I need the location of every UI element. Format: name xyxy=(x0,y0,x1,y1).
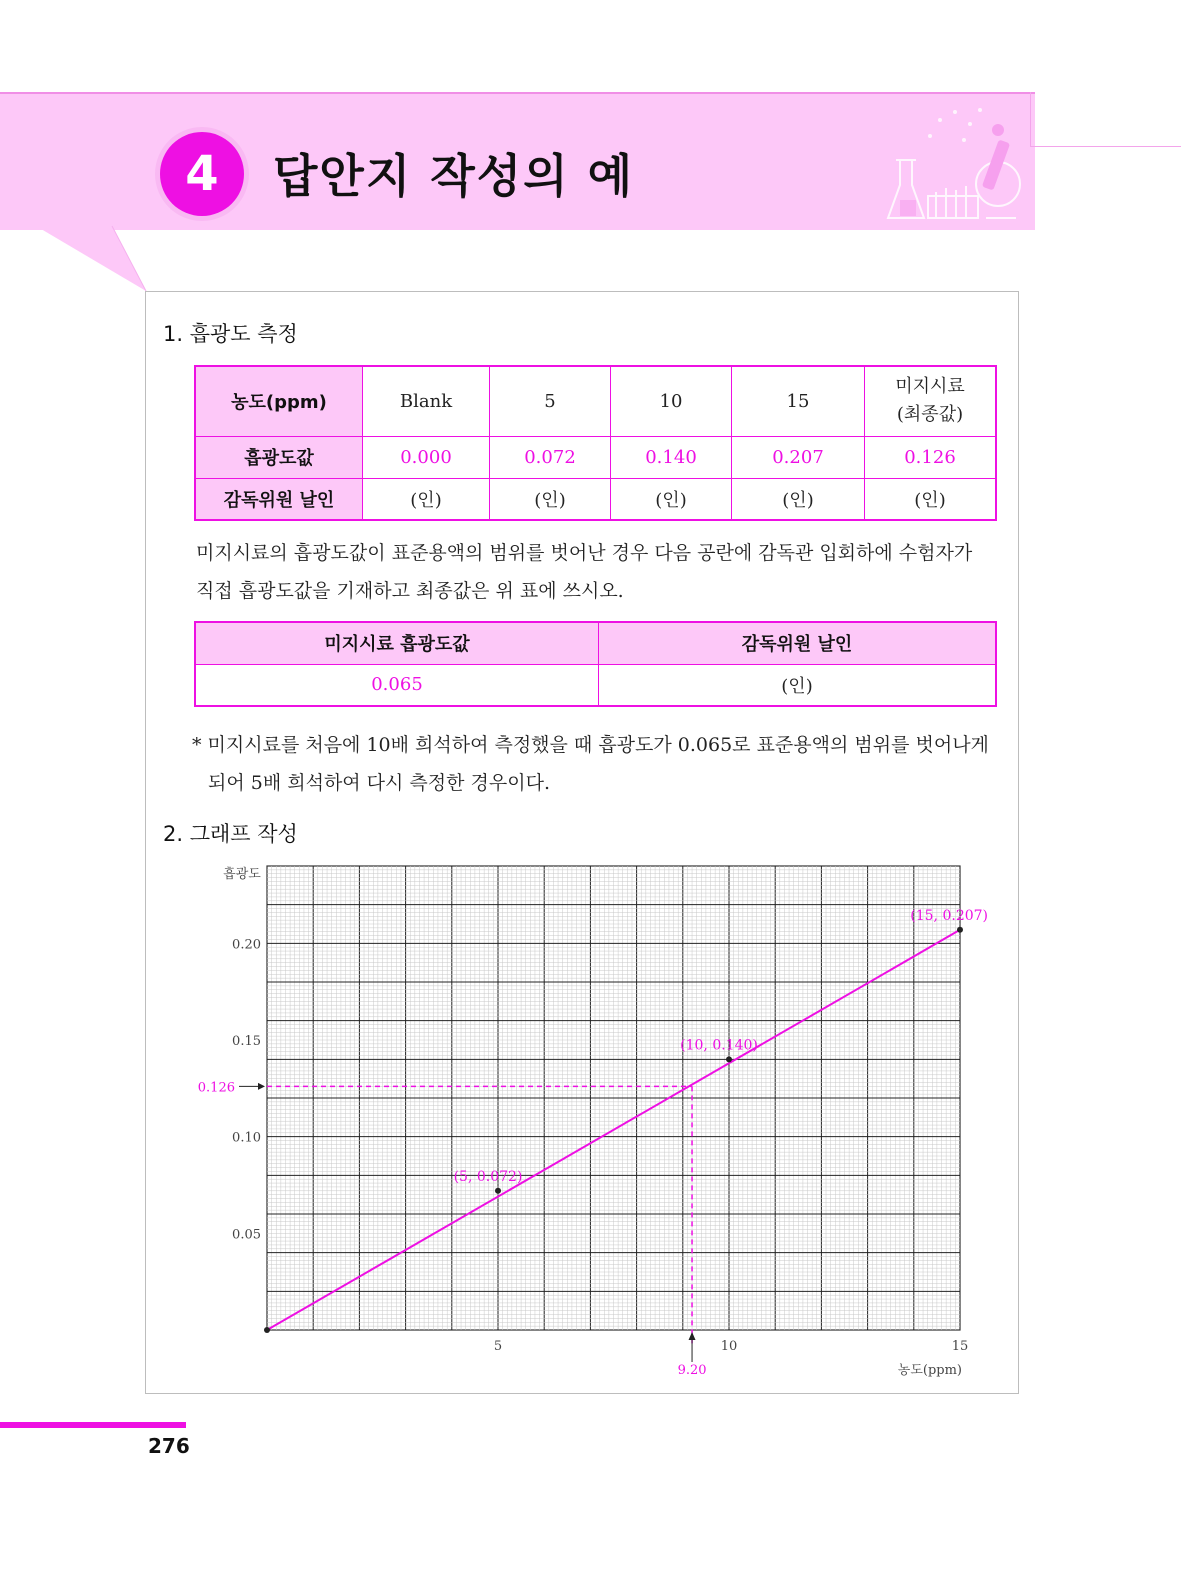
instruction-note xyxy=(196,534,972,610)
data-point-label: (10, 0.140) xyxy=(680,1037,758,1054)
page-number: 276 xyxy=(148,1434,190,1458)
absorbance-15: 0.207 xyxy=(732,436,865,478)
section-number-badge: 4 xyxy=(160,132,244,216)
seal-cell: (인) xyxy=(865,478,997,520)
absorbance-blank: 0.000 xyxy=(363,436,490,478)
footnote xyxy=(192,726,989,802)
banner-rule-vertical xyxy=(1030,92,1031,147)
y-axis-label: 흡광도 xyxy=(223,867,261,882)
data-point xyxy=(957,927,963,933)
row-header-seal: 감독위원 날인 xyxy=(195,478,363,520)
row-header-absorbance: 흡광도값 xyxy=(195,436,363,478)
seal-cell: (인) xyxy=(611,478,732,520)
concentration-5: 5 xyxy=(490,366,611,436)
y-tick-label: 0.05 xyxy=(232,1227,261,1243)
graph-grid xyxy=(267,866,960,1330)
row-header-concentration: 농도(ppm) xyxy=(195,366,363,436)
footnote-line2: 되어 5배 희석하여 다시 측정한 경우이다. xyxy=(208,772,550,794)
x-tick-label: 15 xyxy=(951,1339,969,1354)
sample-label-line2: (최종값) xyxy=(896,404,964,426)
unknown-seal-header: 감독위원 날인 xyxy=(599,622,997,664)
concentration-sample xyxy=(865,366,997,436)
instruction-line1: 미지시료의 흡광도값이 표준용액의 범위를 벗어난 경우 다음 공란에 감독관 입회하에 수험자가 xyxy=(196,542,973,564)
y-reading-arrowhead xyxy=(258,1083,265,1090)
data-point-label: (5, 0.072) xyxy=(453,1168,523,1185)
footnote-line1: * 미지시료를 처음에 10배 희석하여 측정했을 때 흡광도가 0.065로 표준용액의 범위를 벗어나게 xyxy=(192,734,989,756)
x-tick-label: 10 xyxy=(720,1339,738,1354)
part2-heading: 2. 그래프 작성 xyxy=(163,822,298,846)
unknown-seal-cell: (인) xyxy=(599,664,997,706)
x-axis-label: 농도(ppm) xyxy=(897,1363,962,1378)
x-reading-arrowhead xyxy=(689,1332,696,1340)
data-point-label: (15, 0.207) xyxy=(910,907,988,924)
instruction-line2: 직접 흡광도값을 기재하고 최종값은 위 표에 쓰시오. xyxy=(196,580,624,602)
seal-cell: (인) xyxy=(363,478,490,520)
data-point xyxy=(495,1188,501,1194)
absorbance-sample: 0.126 xyxy=(865,436,997,478)
absorbance-10: 0.140 xyxy=(611,436,732,478)
data-point xyxy=(264,1327,270,1333)
sample-label-line1: 미지시료 xyxy=(895,376,965,398)
seal-cell: (인) xyxy=(732,478,865,520)
data-point xyxy=(726,1056,732,1062)
lab-glassware-icon xyxy=(880,100,1030,228)
unknown-absorbance-value: 0.065 xyxy=(195,664,599,706)
concentration-10: 10 xyxy=(611,366,732,436)
unknown-sample-table xyxy=(194,621,997,707)
section-title: 답안지 작성의 예 xyxy=(273,149,635,203)
y-tick-label: 0.10 xyxy=(232,1130,261,1146)
concentration-15: 15 xyxy=(732,366,865,436)
part1-heading: 1. 흡광도 측정 xyxy=(163,322,298,346)
unknown-absorbance-header: 미지시료 흡광도값 xyxy=(195,622,599,664)
y-tick-label: 0.15 xyxy=(232,1034,261,1049)
y-tick-label: 0.20 xyxy=(232,937,261,953)
absorbance-table xyxy=(194,365,997,521)
concentration-blank: Blank xyxy=(363,366,490,436)
y-reading-label: 0.126 xyxy=(197,1080,235,1096)
x-reading-label: 9.20 xyxy=(677,1363,707,1378)
absorbance-5: 0.072 xyxy=(490,436,611,478)
seal-cell: (인) xyxy=(490,478,611,520)
page-number-bar xyxy=(0,1422,186,1428)
banner-rule xyxy=(1030,146,1181,147)
calibration-graph xyxy=(180,860,1000,1390)
x-tick-label: 5 xyxy=(493,1339,503,1354)
